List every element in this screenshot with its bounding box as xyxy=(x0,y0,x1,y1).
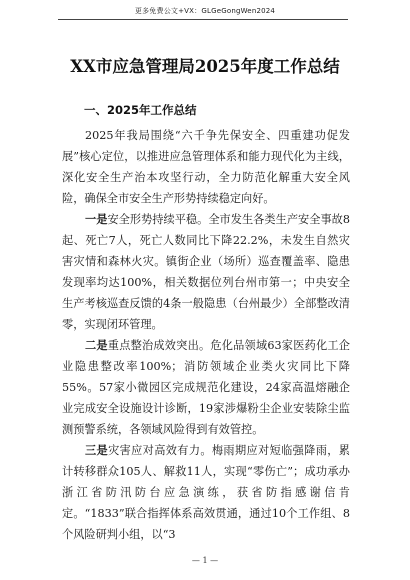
top-banner-text: 更多免费公文+VX：GLGeGongWen2024 xyxy=(134,7,276,15)
paragraph-safety-situation xyxy=(62,209,350,335)
page-number: — 1 — xyxy=(191,556,219,565)
paragraph-lead: 二是 xyxy=(85,338,108,352)
paragraph-lead: 一是 xyxy=(85,212,108,226)
paragraph-text: 安全形势持续平稳。全市发生各类生产安全事故8起、死亡7人，死亡人数同比下降22.2%，未发生自然灾害灾情和森林火灾。镇街企业（场所）巡查覆盖率、隐患发现率均达100%，相关数据位列台州市第一；中央安全生产考核巡查反馈的4条一般隐患（台州最少）全部整改清零，实现闭环管理。 xyxy=(62,213,350,331)
paragraph-lead: 三是 xyxy=(85,443,109,457)
paragraph-text: 灾害应对高效有力。梅雨期应对短临强降雨，累计转移群众105人、解救11人，实现“零伤亡”；成功承办浙江省防汛防台应急演练，获省防指感谢信肯定。“1833”联合指挥体系高效贯通，通过10个工作组、8个风险研判小组，以“3 xyxy=(62,444,350,541)
intro-paragraph: 2025年我局围绕“六千争先保安全、四重建功促发展”核心定位，以推进应急管理体系和能力现代化为主线，深化安全生产治本攻坚行动，全力防范化解重大安全风险，确保全市安全生产形势持续稳定向好。 xyxy=(62,129,350,205)
paragraph-key-rectification xyxy=(62,335,350,440)
document-body xyxy=(62,100,350,545)
paragraph-disaster-response xyxy=(62,440,350,545)
section-heading: 一、2025年工作总结 xyxy=(84,103,197,117)
document-title: XX市应急管理局2025年度工作总结 xyxy=(70,57,340,76)
paragraph-text: 重点整治成效突出。危化品领域63家医药化工企业隐患整改率100%；消防领域企业类火灾同比下降55%。57家小微园区完成规范化建设，24家高温熔融企业完成安全设施设计诊断，19家涉爆粉尘企业安装除尘监测预警系统，各领域风险得到有效管控。 xyxy=(62,339,350,436)
header-divider xyxy=(58,19,348,20)
